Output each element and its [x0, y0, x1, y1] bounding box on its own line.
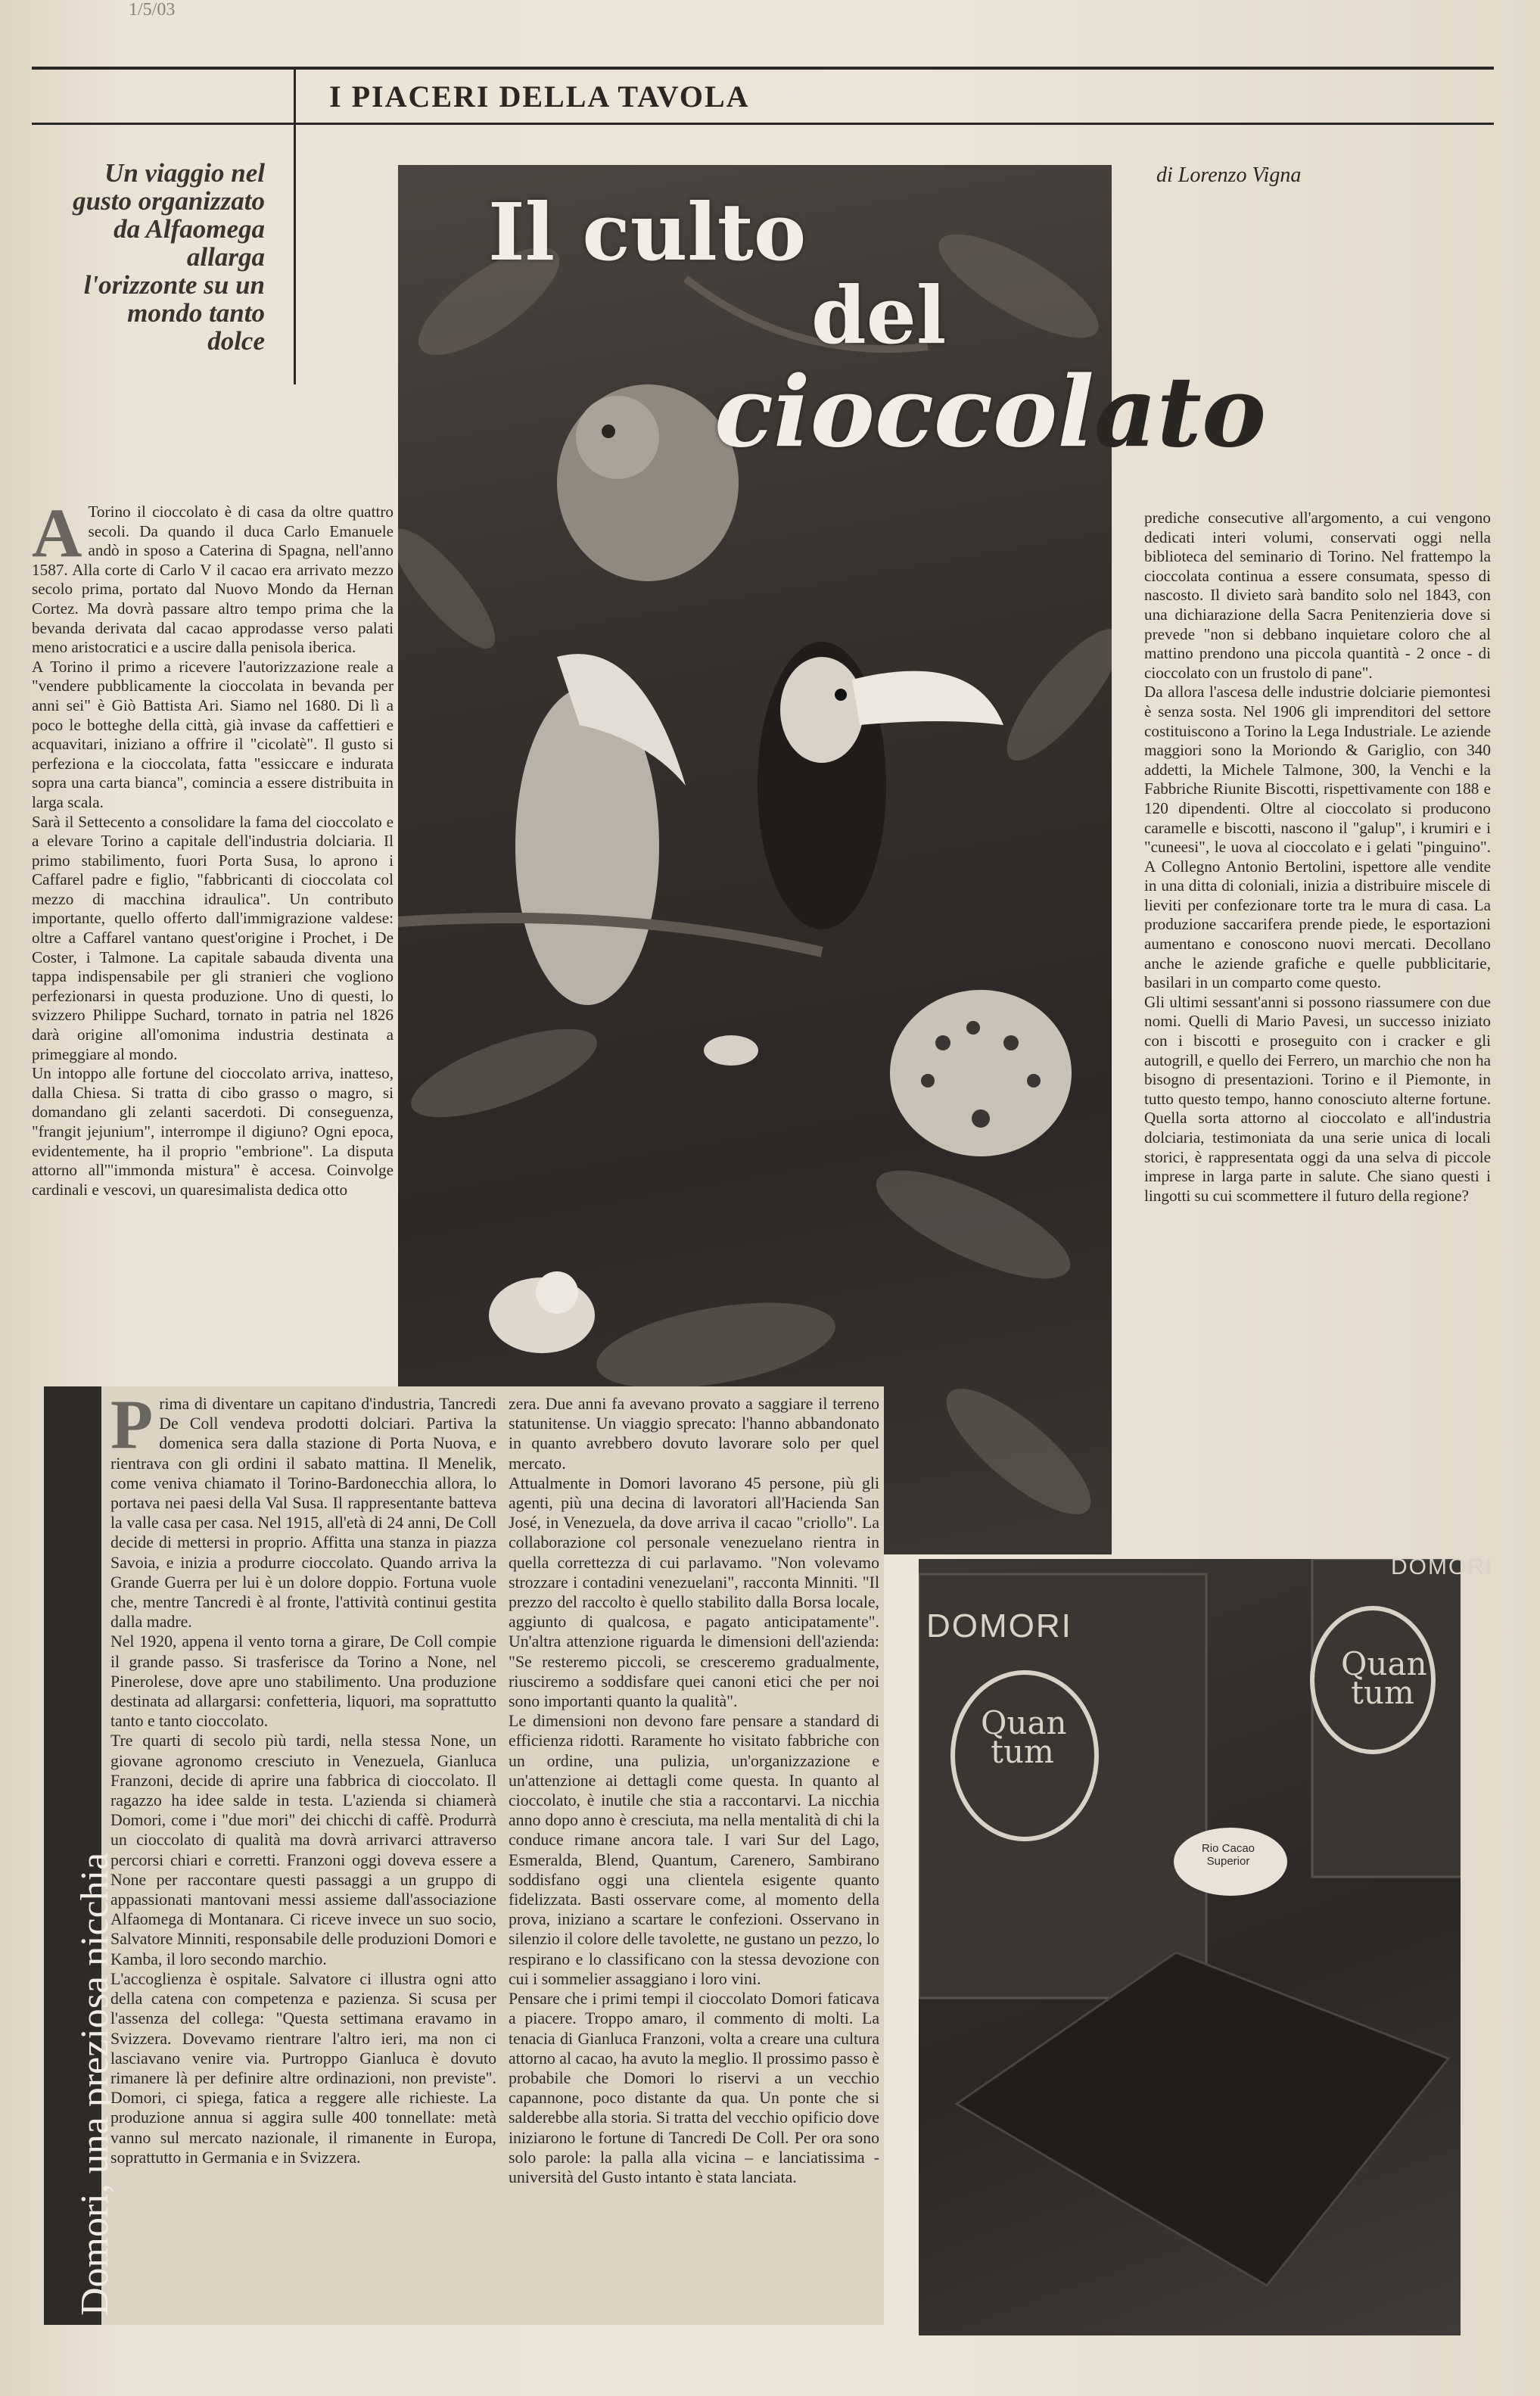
date-mark: 1/5/03 — [129, 0, 176, 20]
headline-line-3 — [714, 356, 1266, 469]
headline-line-1: Il culto — [488, 185, 807, 278]
product-label-right: Quan tum — [1341, 1645, 1427, 1711]
product-brand-left: DOMORI — [926, 1607, 1072, 1645]
sidebar-column-1 — [110, 1394, 496, 2321]
header-divider — [294, 67, 296, 384]
sidebar-dropcap: P — [110, 1394, 154, 1463]
headline-word-dark: ato — [1094, 356, 1267, 469]
article-dropcap: A — [32, 503, 82, 571]
headline-line-2: del — [811, 269, 947, 362]
top-rule — [32, 67, 1494, 70]
byline — [1156, 163, 1301, 188]
product-brand-right: DOMORI — [1391, 1554, 1494, 1579]
article-column-1 — [32, 503, 394, 1373]
article-column-2 — [1144, 509, 1491, 1379]
sidebar-column-1-text: rima di diventare un capitano d'industria, Tancredi De Coll vendeva prodotti dolciari. Partiva la domenica sera dalla stazione di Porta Nuova, e rientrava con gli ordini il sabato mattina. Il Menelik, come veniva chiamato il Torino-Bardonecchia allora, lo portava nei paesi della Val Susa. Il rappresentante batteva la valle casa per casa. Nel 1915, all'età di 24 anni, De Coll decide di mettersi in proprio. Affitta una stanza in piazza Savoia, e inizia a produrre cioccolato. Quando arriva la Grande Guerra per lui è un dolore doppio. Fortuna vuole che, mentre Tancredi è al fronte, l'attività continui gestita dalla madre. Nel 1920, appena il vento torna a girare, De Coll compie il grande passo. Si trasferisce da Torino a None, nel Pinerolese, dove apre uno stabilimento. Una produzione destinata ad allargarsi: confetteria, liquori, ma soprattutto tanto e tanto cioccolato. Tre quarti di secolo più tardi, nella stessa None, un giovane agronomo cresciuto in Venezuela, Gianluca Franzoni, decide di aprire una fabbrica di cioccolato. Il ragazzo ha idee salde in testa. L'azienda si chiamerà Domori, come i "due mori" dei chicchi di caffè. Produrrà un cioccolato di qualità ma dovrà arrivarci attraverso percorsi chiari e corretti. Franzoni oggi doveva essere a None per raccontare questi passaggi a un gruppo di appassionati mantovani messi assieme dall'associazione Alfaomega di Montanara. Ci riceve invece un suo socio, Salvatore Minniti, responsabile delle produzioni Domori e Kamba, il loro secondo marchio. L'accoglienza è ospitale. Salvatore ci illustra ogni atto della catena con competenza e pazienza. Si scusa per l'assenza del collega: "Questa settimana eravamo in Svizzera. Dovevamo rientrare l'altro ieri, ma non ci lasciavano venire via. Purtroppo Gianluca è dovuto rimanere là per definire altre ordinazioni, non previste". Domori, ci spiega, fatica a reggere alle richieste. La produzione annua si aggira sulle 400 tonnellate: metà vanno sul mercato nazionale, il rimanente in Europa, soprattutto in Germania e in Svizzera. — [110, 1395, 496, 2167]
sidebar-title: Domori, una preziosa nicchia — [73, 1852, 117, 2316]
article-column-1-text: Torino il cioccolato è di casa da oltre quattro secoli. Da quando il duca Carlo Emanuele andò in sposo a Caterina di Spagna, nell'anno 1587. Alla corte di Carlo V il cacao era arrivato mezzo secolo prima, portato dal Nuovo Mondo da Hernan Cortez. Ma dovrà passare altro tempo prima che la bevanda derivata dal cacao approdasse verso palati meno aristocratici e a uscire dalla penisola iberica. A Torino il primo a ricevere l'autorizzazione reale a "vendere pubblicamente la cioccolata in bevanda per anni sei" è Giò Battista Ari. Siamo nel 1680. Di lì a poco le botteghe della città, già invase da caffettieri e acquavitari, iniziano a offrire il "cicolatè". Il gusto si perfeziona e la cioccolata, fatta "essiccare e indurata sopra una carta bianca", comincia a essere distribuita in larga scala. Sarà il Settecento a consolidare la fama del cioccolato e a elevare Torino a capitale dell'industria dolciaria. Il primo stabilimento, fuori Porta Susa, lo aprono i Caffarel padre e figlio, "fabbricanti di cioccolata col mezzo di macchina idraulica". Un contributo importante, quello offerto dall'immigrazione valdese: oltre a Caffarel vantano quest'origine i Prochet, i De Coster, i Talmone. La capitale sabauda diventa una tappa indispensabile per gli stranieri che vogliono perfezionarsi in questa produzione. Uno di questi, lo svizzero Philippe Suchard, tornato in patria nel 1826 darà origine all'omonima industria destinata a primeggiare al mondo. Un intoppo alle fortune del cioccolato arriva, inatteso, dalla Chiesa. Si tratta di cibo grasso o magro, si domandano gli zelanti sacerdoti. Di conseguenza, "frangit jejunium", interrompe il digiuno? Ogni epoca, evidentemente, ha il proprio "embrione". La disputa attorno all'"immonda mistura" è accesa. Coinvolge cardinali e vescovi, un quaresimalista dedica otto — [32, 503, 394, 1199]
article-column-2-text: prediche consecutive all'argomento, a cui vengono dedicati interi volumi, conservati oggi nella biblioteca del seminario di Torino. Nel frattempo la cioccolata continua a essere consumata, spesso di nascosto. Il divieto sarà bandito solo nel 1843, con una dichiarazione della Sacra Penitenzieria dove si prevede "non si debbano inquietare coloro che al mattino prendono una piccola quantità - 2 once - di cioccolato con un frustolo di pane". Da allora l'ascesa delle industrie dolciarie piemontesi è senza sosta. Nel 1906 gli imprenditori del settore costituiscono a Torino la Lega Industriale. Le aziende maggiori sono la Moriondo & Gariglio, con 340 addetti, la Michele Talmone, 300, la Venchi e la Fabbriche Riunite Biscotti, rispettivamente con 188 e 120 dipendenti. Oltre al cioccolato si producono caramelle e biscotti, nascono il "galup", i krumiri e i "cuneesi", le uova al cioccolato e i gelati "pinguino". A Collegno Antonio Bertolini, ispettore alle vendite in una ditta di coloniali, inizia a distribuire miscele di lieviti per confezionare torte tra le mura di casa. La produzione saccarifera prende piede, le esportazioni aumentano e conoscono nuovi mercati. Decollano anche le aziende grafiche e quelle pubblicitarie, basilari in un comparto come questo. Gli ultimi sessant'anni si possono riassumere con due nomi. Quelli di Mario Pavesi, un successo iniziato con i biscotti e proseguito con i cracker e gli autogrill, e quello dei Ferrero, un marchio che non ha bisogno di presentazioni. Torino e il Piemonte, in tutto questo tempo, hanno conosciuto alterne fortune. Quella sorta attorno al cioccolato e all'industria dolciaria, testimoniata da una serie unica di locali storici, è rappresentata oggi da una selva di piccole imprese in larga parte in salute. Che siano questi i lingotti su cui scommettere il futuro della regione? — [1144, 509, 1491, 1205]
sidebar-column-2-text: zera. Due anni fa avevano provato a saggiare il terreno statunitense. Un viaggio sprecato: l'hanno abbandonato in quanto avrebbero dovuto lavorare solo per quel mercato. Attualmente in Domori lavorano 45 persone, più gli agenti, più una decina di lavoratori all'Hacienda San José, in Venezuela, da dove arriva il cacao "criollo". La collaborazione col personale venezuelano rientra in quella correttezza di cui parlavamo. "Non volevamo strozzare i contadini venezuelani", racconta Minniti. "Il prezzo del raccolto è quello stabilito dalla Borsa locale, aggiunto di qualcosa, e pagato anticipatamente". Un'altra attenzione riguarda le dimensioni dell'azienda: "Se resteremo piccoli, se cresceremo gradualmente, riusciremo a soddisfare quei canoni etici che per noi sono importanti quanto la qualità". Le dimensioni non devono fare pensare a standard di efficienza ridotti. Raramente ho visitato fabbriche con un ordine, una pulizia, un'organizzazione e un'attenzione ai dettagli come questa. In quanto al cioccolato, è inutile che stia a raccontarvi. La nicchia anno dopo anno è cresciuta, ma nella mentalità di chi la conduce rimane ancora tale. I vari Sur del Lago, Esmeralda, Blend, Quantum, Carenero, Sambirano soddisfano oggi una clientela esigente quanto fidelizzata. Basti osservare come, al momento della prova, iniziano a scartare le confezioni. Osservano in silenzio il colore delle tavolette, ne gustano un pezzo, lo respirano e lo classificano con la stessa devozione con cui i sommelier assaggiano i loro vini. Pensare che i primi tempi il cioccolato Domori faticava a piacere. Troppo amaro, il commento di molti. La tenacia di Gianluca Franzoni, volta a creare una cultura attorno al cacao, ha avuto la meglio. Il prossimo passo è probabile che Domori lo riservi a un vecchio capannone, poco distante da qua. Un ponte che si salderebbe alla storia. Si tratta del vecchio opificio dove iniziarono le fortune di Tancredi De Coll. Per ora sono solo parole: la palla alla vicina – e lanciatissima - università del Gusto intanto è stata lanciata. — [509, 1395, 879, 2186]
product-stamp: Rio Cacao Superior — [1201, 1842, 1255, 1868]
product-label-left: Quan tum — [981, 1704, 1067, 1770]
headline-word-light: cioccol — [714, 356, 1094, 469]
section-title: I PIACERI DELLA TAVOLA — [329, 79, 750, 114]
article-subtitle: Un viaggio nel gusto organizzato da Alfaomega allarga l'orizzonte su un mondo tanto dolce — [73, 158, 265, 356]
sidebar-column-2 — [509, 1394, 879, 2321]
byline-prefix: di — [1156, 163, 1173, 187]
byline-author: Lorenzo Vigna — [1178, 163, 1302, 187]
header-bottom-rule — [32, 123, 1494, 125]
